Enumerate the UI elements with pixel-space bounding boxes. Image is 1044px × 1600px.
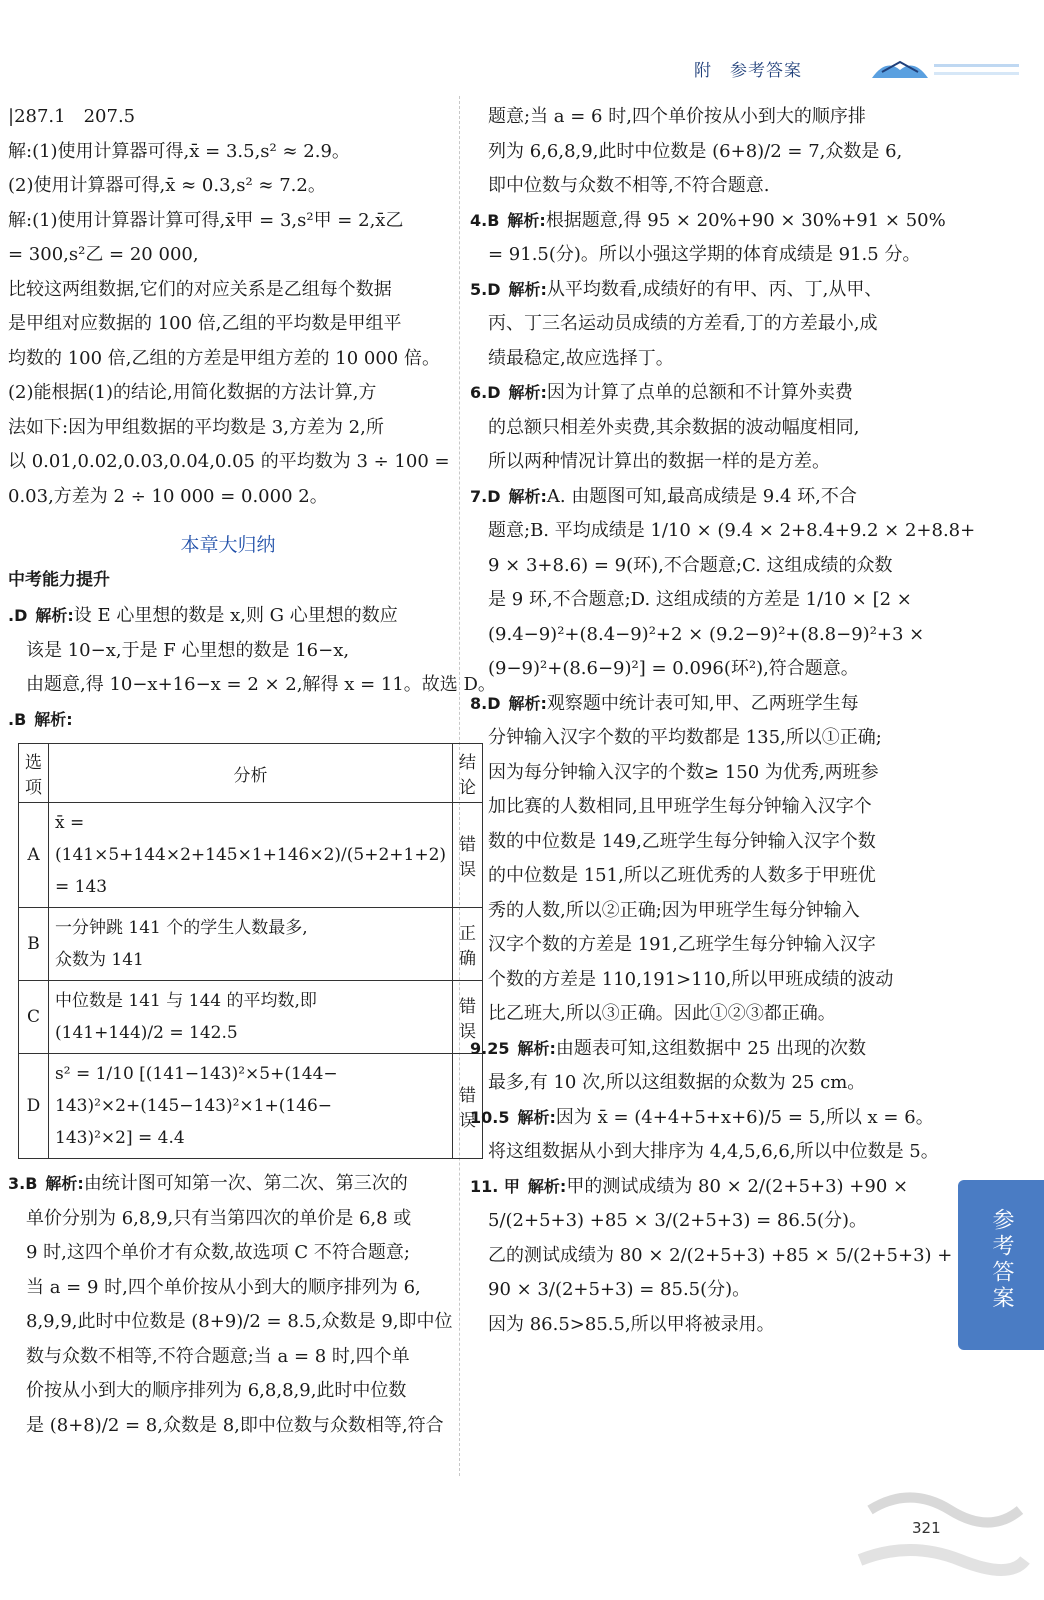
answer-line: 单价分别为 6,8,9,只有当第四次的单价是 6,8 或	[26, 1207, 412, 1229]
answer-line: 9 时,这四个单价才有众数,故选项 C 不符合题意;	[26, 1242, 410, 1263]
analysis-line: 中位数是 141 与 144 的平均数,即	[55, 991, 317, 1011]
intro-line: 是甲组对应数据的 100 倍,乙组的平均数是甲组平	[8, 313, 402, 334]
answer-line	[470, 273, 910, 308]
question-number: 5.D	[470, 279, 501, 299]
table-row	[19, 1054, 483, 1159]
intro-line: |287.1 207.5	[8, 106, 136, 127]
answer-line	[470, 204, 946, 239]
answer-text: 因为计算了点单的总额和不计算外卖费	[546, 382, 853, 403]
answer-line: 由题意,得 10−x+16−x = 2 × 2,解得 x = 11。故选 D。	[26, 674, 496, 695]
answer-line: 题意;当 a = 6 时,四个单价按从小到大的顺序排	[488, 106, 866, 127]
table-row	[19, 803, 483, 908]
answer-line: 数的中位数是 149,乙班学生每分钟输入汉字个数	[488, 830, 876, 852]
answer-text: 甲的测试成绩为 80 × 2/(2+5+3) +90 ×	[566, 1175, 909, 1197]
answer-line: 因为 86.5>85.5,所以甲将被录用。	[488, 1313, 775, 1335]
analysis-line: 143)²×2+(145−143)²×1+(146−	[55, 1096, 333, 1116]
answer-line: 秀的人数,所以②正确;因为甲班学生每分钟输入	[488, 899, 860, 921]
intro-line: 0.03,方差为 2 ÷ 10 000 = 0.000 2。	[8, 485, 328, 507]
answer-text: 由题表可知,这组数据中 25 出现的次数	[555, 1037, 866, 1059]
table-row	[19, 908, 483, 981]
answer-line	[470, 480, 910, 515]
answer-line: 分钟输入汉字个数的平均数都是 135,所以①正确;	[488, 727, 882, 748]
analysis-label: 解析:	[35, 606, 74, 625]
intro-line: (2)能根据(1)的结论,用简化数据的方法计算,方	[8, 382, 377, 403]
analysis-cell	[49, 803, 453, 908]
analysis-label: 解析:	[508, 383, 547, 402]
watermark-logo-icon	[850, 1480, 1030, 1590]
answer-text: 由统计图可知第一次、第二次、第三次的	[83, 1173, 408, 1194]
intro-line: = 300,s²乙 = 20 000,	[8, 244, 199, 265]
result-cell: 错误	[453, 1054, 483, 1159]
answer-line	[470, 376, 910, 411]
analysis-label: 解析:	[34, 709, 73, 729]
question-number: 3.B	[8, 1174, 38, 1193]
answer-line: 的中位数是 151,所以乙班优秀的人数多于甲班优	[488, 865, 876, 886]
answer-line: 即中位数与众数不相等,不符合题意.	[488, 175, 770, 196]
answer-text: 设 E 心里想的数是 x,则 G 心里想的数应	[73, 605, 398, 626]
right-column	[470, 100, 976, 1342]
answer-line: 因为每分钟输入汉字的个数≥ 150 为优秀,两班参	[488, 761, 879, 783]
analysis-line: (141+144)/2 = 142.5	[55, 1023, 238, 1043]
option-cell: D	[19, 1054, 49, 1159]
analysis-cell	[49, 981, 453, 1054]
answer-line: 绩最稳定,故应选择丁。	[488, 347, 674, 369]
answer-text: 从平均数看,成绩好的有甲、丙、丁,从甲、	[546, 278, 883, 300]
answer-line: 该是 10−x,于是 F 心里想的数是 16−x,	[26, 639, 350, 661]
analysis-line: s² = 1/10 [(141−143)²×5+(144−	[55, 1064, 338, 1084]
analysis-cell	[49, 908, 453, 981]
answer-line: 乙的测试成绩为 80 × 2/(2+5+3) +85 × 5/(2+5+3) +	[488, 1244, 953, 1266]
question-number: .B	[8, 709, 27, 729]
table-row	[19, 981, 483, 1054]
answer-line: 将这组数据从小到大排序为 4,4,5,6,6,所以中位数是 5。	[488, 1141, 939, 1162]
result-cell: 错误	[453, 981, 483, 1054]
option-cell: C	[19, 981, 49, 1054]
header-title: 附 参考答案	[694, 61, 802, 81]
analysis-label: 解析:	[507, 210, 546, 230]
answer-line: 5/(2+5+3) +85 × 3/(2+5+3) = 86.5(分)。	[488, 1210, 868, 1231]
analysis-line: = 143	[55, 877, 108, 897]
answer-line: 是 (8+8)/2 = 8,众数是 8,即中位数与众数相等,符合	[26, 1414, 444, 1436]
page-number: 321	[912, 1519, 941, 1537]
intro-line: 法如下:因为甲组数据的平均数是 3,方差为 2,所	[8, 416, 384, 438]
analysis-table	[18, 743, 483, 1159]
option-cell: A	[19, 803, 49, 908]
table-header: 选项	[19, 744, 49, 803]
answer-line: 数与众数不相等,不符合题意;当 a = 8 时,四个单	[26, 1345, 410, 1367]
analysis-label: 解析:	[517, 1038, 556, 1058]
reference-answer-tab	[958, 1180, 1044, 1350]
analysis-label: 解析:	[508, 693, 547, 713]
answer-line	[470, 687, 910, 722]
question-number: 6.D	[470, 383, 501, 402]
book-logo-icon	[864, 48, 1024, 88]
answer-line: 比乙班大,所以③正确。因此①②③都正确。	[488, 1003, 836, 1024]
answer-line	[470, 1032, 910, 1067]
answer-line: 9 × 3+8.6) = 9(环),不合题意;C. 这组成绩的众数	[488, 554, 893, 576]
answer-line	[470, 1101, 934, 1136]
tab-label: 参考答案	[989, 1208, 1014, 1312]
intro-line: (2)使用计算器可得,x̄ ≈ 0.3,s² ≈ 7.2。	[8, 175, 326, 196]
analysis-label: 解析:	[527, 1176, 567, 1196]
question-number: 10.5	[470, 1107, 510, 1127]
answer-line: 是 9 环,不合题意;D. 这组成绩的方差是 1/10 × [2 ×	[488, 589, 912, 610]
analysis-cell	[49, 1054, 453, 1159]
result-cell: 正确	[453, 908, 483, 981]
answer-line: 所以两种情况计算出的数据一样的是方差。	[488, 451, 830, 472]
answer-line: 最多,有 10 次,所以这组数据的众数为 25 cm。	[488, 1072, 866, 1093]
answer-line	[8, 703, 448, 738]
answer-line: 个数的方差是 110,191>110,所以甲班成绩的波动	[488, 968, 894, 990]
answer-line: 当 a = 9 时,四个单价按从小到大的顺序排列为 6,	[26, 1276, 421, 1298]
answer-line: 价按从小到大的顺序排列为 6,8,8,9,此时中位数	[26, 1380, 407, 1401]
answer-text: 因为 x̄ = (4+4+5+x+6)/5 = 5,所以 x = 6。	[555, 1106, 934, 1128]
analysis-label: 解析:	[45, 1174, 84, 1193]
option-cell: B	[19, 908, 49, 981]
intro-line: 解:(1)使用计算器可得,x̄ = 3.5,s² ≈ 2.9。	[8, 140, 350, 162]
question-number: 9.25	[470, 1038, 510, 1058]
answer-line	[470, 1170, 910, 1205]
answer-line: 列为 6,6,8,9,此时中位数是 (6+8)/2 = 7,众数是 6,	[488, 140, 903, 162]
answer-line	[8, 1167, 448, 1202]
answer-line: 加比赛的人数相同,且甲班学生每分钟输入汉字个	[488, 796, 872, 817]
subsection-title: 中考能力提升	[8, 570, 110, 590]
answer-line: 汉字个数的方差是 191,乙班学生每分钟输入汉字	[488, 934, 876, 955]
answer-text: 观察题中统计表可知,甲、乙两班学生每	[546, 692, 859, 714]
answer-text: A. 由题图可知,最高成绩是 9.4 环,不合	[546, 485, 857, 507]
table-header-row	[19, 744, 483, 803]
page-header	[694, 48, 1024, 98]
analysis-line: x̄ = (141×5+144×2+145×1+146×2)/(5+2+1+2)	[55, 813, 447, 865]
analysis-label: 解析:	[508, 486, 547, 506]
question-number: .D	[8, 606, 28, 625]
answer-list	[470, 204, 976, 1343]
answer-line: = 91.5(分)。所以小强这学期的体育成绩是 91.5 分。	[488, 244, 921, 265]
table-header: 分析	[49, 744, 453, 803]
answer-line: 的总额只相差外卖费,其余数据的波动幅度相同,	[488, 416, 860, 438]
analysis-line: 众数为 141	[55, 950, 144, 970]
answer-line: 题意;B. 平均成绩是 1/10 × (9.4 × 2+8.4+9.2 × 2+8.8+	[488, 520, 976, 541]
answer-line	[8, 599, 448, 634]
table-header: 结论	[453, 744, 483, 803]
question-number: 8.D	[470, 693, 501, 713]
question-number: 11. 甲	[470, 1176, 520, 1196]
analysis-label: 解析:	[517, 1107, 556, 1127]
intro-line: 比较这两组数据,它们的对应关系是乙组每个数据	[8, 278, 392, 300]
section-title: 本章大归纳	[180, 534, 276, 556]
answer-line: 90 × 3/(2+5+3) = 85.5(分)。	[488, 1279, 751, 1300]
question-number: 7.D	[470, 486, 501, 506]
intro-line: 以 0.01,0.02,0.03,0.04,0.05 的平均数为 3 ÷ 100 =	[8, 451, 450, 472]
analysis-label: 解析:	[508, 279, 547, 299]
analysis-line: 一分钟跳 141 个的学生人数最多,	[55, 918, 308, 938]
answer-line: (9.4−9)²+(8.4−9)²+2 × (9.2−9)²+(8.8−9)²+3 ×	[488, 623, 925, 645]
analysis-line: 143)²×2] = 4.4	[55, 1128, 185, 1148]
intro-line: 均数的 100 倍,乙组的方差是甲组方差的 10 000 倍。	[8, 347, 440, 369]
answer-line: 丙、丁三名运动员成绩的方差看,丁的方差最小,成	[488, 313, 878, 334]
answer-line: (9−9)²+(8.6−9)²] = 0.096(环²),符合题意。	[488, 658, 859, 679]
question-number: 4.B	[470, 210, 500, 230]
answer-text: 根据题意,得 95 × 20%+90 × 30%+91 × 50%	[545, 209, 946, 231]
answer-line: 8,9,9,此时中位数是 (8+9)/2 = 8.5,众数是 9,即中位	[26, 1311, 453, 1332]
intro-line: 解:(1)使用计算器计算可得,x̄甲 = 3,s²甲 = 2,x̄乙	[8, 209, 404, 231]
result-cell: 错误	[453, 803, 483, 908]
